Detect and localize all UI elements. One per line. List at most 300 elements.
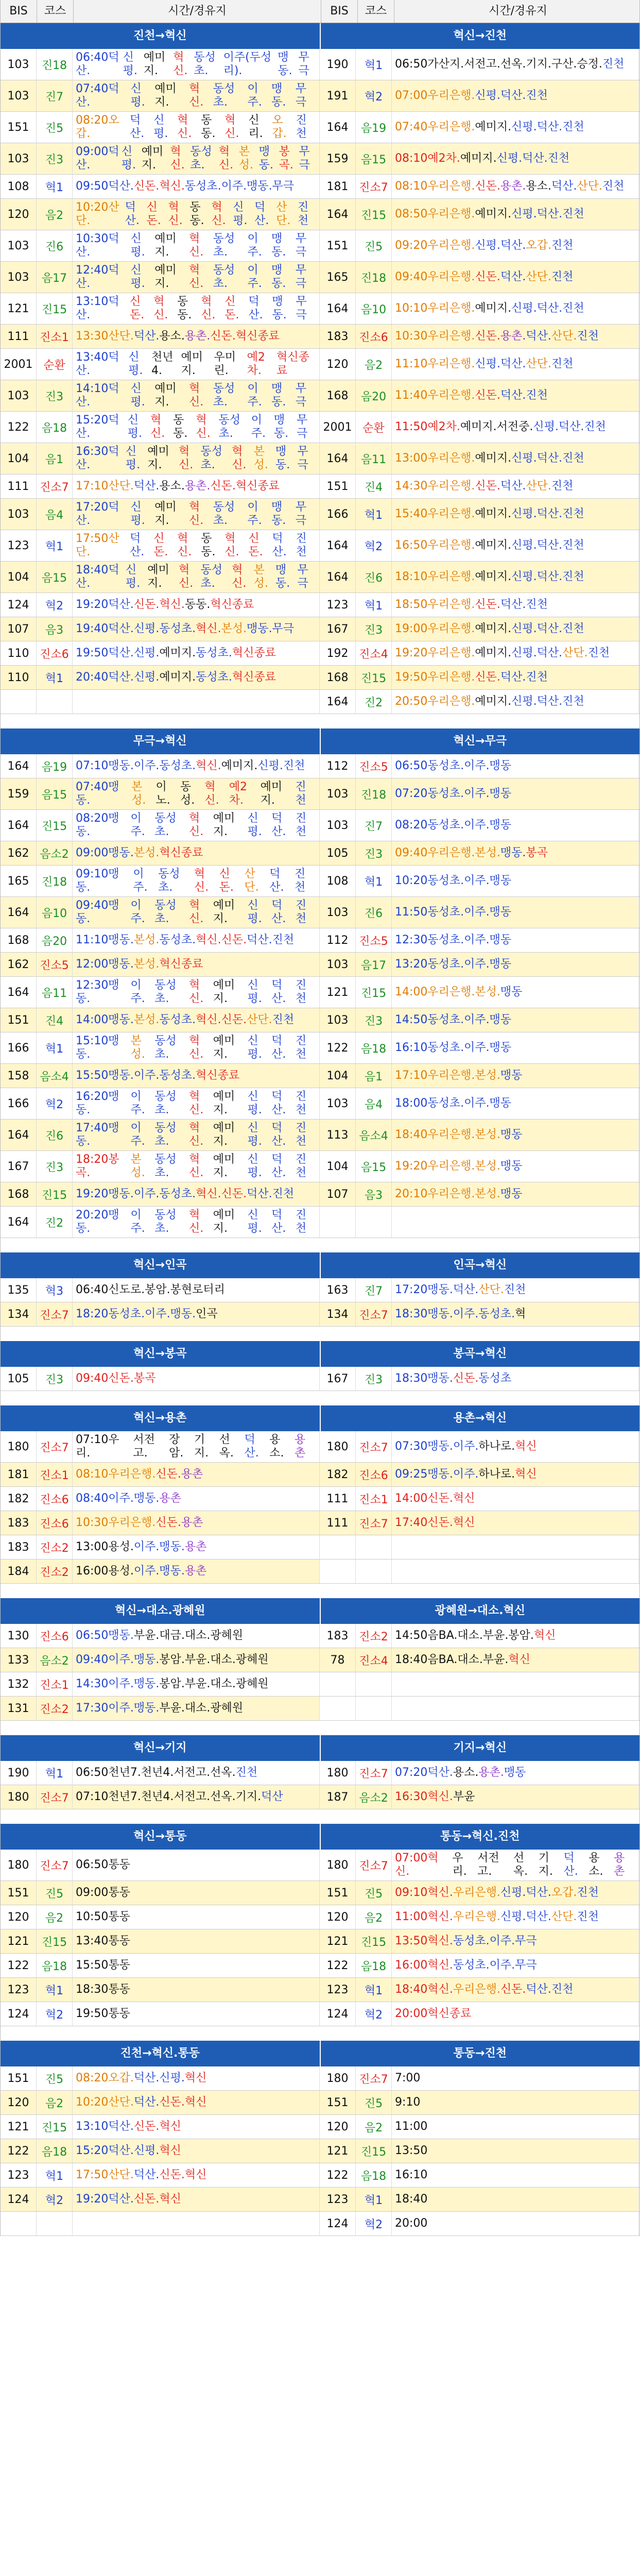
time-stops — [392, 666, 639, 689]
stop-text: 덕산. — [551, 180, 577, 193]
stop-text: 진천 — [602, 180, 625, 193]
stop-text: 19:00우리은행. — [395, 622, 475, 635]
course-code: 음2 — [37, 2091, 73, 2114]
stop-text: 구산. — [551, 58, 577, 71]
stop-text: 혁신종료 — [159, 958, 203, 971]
row-right — [320, 499, 639, 530]
course-code: 진소6 — [37, 1511, 73, 1535]
stop-text: 덕산. — [269, 868, 284, 894]
row-left — [1, 1978, 320, 2002]
stop-text: 신평. — [247, 899, 262, 925]
section-banner — [1, 728, 639, 754]
stop-text: 무극 — [295, 264, 307, 290]
stop-text: 맹동. — [271, 264, 286, 290]
stop-text: 혁신종료 — [232, 671, 276, 684]
row-left — [1, 1761, 320, 1785]
stop-text: 동성초. — [159, 622, 196, 635]
stop-text: 신평. — [130, 232, 145, 259]
row-right — [320, 175, 639, 198]
row-left — [1, 953, 320, 976]
row-right — [320, 349, 639, 380]
section-banner — [1, 1735, 639, 1761]
stop-text: 신평. — [247, 1209, 262, 1235]
bis-number: 104 — [1, 443, 37, 474]
stop-text: 부윤. — [184, 1653, 211, 1666]
stop-text: 덕산. — [537, 695, 563, 708]
stop-text: 본성. — [475, 1160, 500, 1173]
time-stops — [73, 1151, 320, 1182]
stop-text: 진천 — [504, 1283, 526, 1296]
stop-text: 신돈. — [221, 1013, 247, 1026]
course-code: 진5 — [37, 1881, 73, 1905]
stop-text: 승정. — [577, 58, 602, 71]
stop-text: 진천 — [296, 114, 307, 140]
bis-number: 103 — [320, 1088, 356, 1119]
stop-text: 혁신종료 — [235, 480, 280, 493]
stop-text: 무극 — [515, 1935, 537, 1947]
stop-text: 대소. — [210, 1677, 236, 1690]
stop-text: 동성초. — [213, 382, 235, 409]
row-left — [1, 262, 320, 293]
row-left — [1, 1535, 320, 1559]
stop-text: 신돈. — [475, 671, 500, 684]
row-left — [1, 1463, 320, 1486]
row-left — [1, 1511, 320, 1535]
time-stops — [392, 1954, 639, 1977]
time-stops — [73, 143, 320, 174]
row-left — [1, 530, 320, 561]
header-bis: BIS — [1, 0, 37, 23]
row-left — [1, 1929, 320, 1953]
course-code: 음소4 — [37, 1064, 73, 1088]
stop-text: 무극 — [297, 564, 308, 590]
stop-text: 동성초. — [200, 445, 222, 471]
time-stops — [392, 1008, 639, 1032]
stop-text: 혁신 — [184, 2168, 207, 2181]
stop-text: 용소. — [159, 480, 185, 493]
bis-number: 151 — [1, 2066, 37, 2090]
stop-text: 혁신. — [189, 1153, 204, 1179]
stop-text: 이주. — [130, 979, 145, 1005]
stop-text: 신평. — [130, 501, 145, 527]
course-code: 진5 — [356, 1881, 392, 1905]
stop-text: 진천 — [551, 239, 574, 252]
course-code: 진5 — [356, 2091, 392, 2114]
section-title-left: 혁신→인곡 — [1, 1252, 320, 1278]
stop-text: 맹동 — [489, 958, 512, 971]
stop-text: 혁신종료 — [235, 330, 280, 343]
stop-text: 예미지. — [475, 121, 512, 133]
row-right — [320, 1624, 639, 1648]
stop-text: 09:00덕산. — [76, 145, 119, 172]
stop-text: 덕산. — [526, 1910, 551, 1923]
course-code: 혁1 — [356, 593, 392, 617]
bis-number: 113 — [320, 1120, 356, 1150]
course-code: 진소1 — [356, 1487, 392, 1511]
stop-text: 맹동 — [489, 787, 512, 800]
stop-text: 동성초. — [196, 647, 232, 659]
row-left — [1, 349, 320, 380]
time-stops — [73, 112, 320, 143]
stop-text: 대소. — [457, 1629, 483, 1642]
stop-text: 동성초. — [154, 979, 177, 1005]
stop-text: 덕산. — [272, 532, 287, 558]
stop-text: 덕산. — [537, 208, 563, 221]
stop-text: 예미지. — [475, 539, 512, 552]
bis-number: 120 — [1, 199, 37, 230]
stop-text: 이주. — [464, 958, 490, 971]
time-stops — [73, 1032, 320, 1063]
stop-text: 예미지. — [221, 759, 258, 772]
stop-text: 진천 — [283, 759, 305, 772]
schedule-sections — [1, 23, 639, 2236]
stop-text: 진천 — [295, 1153, 307, 1179]
table-row — [1, 1672, 639, 1697]
row-left — [1, 293, 320, 324]
course-code: 진소7 — [356, 2066, 392, 2090]
stop-text: 18:50우리은행. — [395, 598, 475, 611]
stop-text: 예미지. — [213, 899, 235, 925]
row-left — [1, 325, 320, 348]
stop-text: 이주. — [133, 1069, 160, 1082]
bis-number: 164 — [1, 977, 37, 1008]
bis-number: 124 — [1, 593, 37, 617]
stop-text: 덕산. — [558, 420, 584, 433]
stop-text: 동성초. — [154, 1090, 177, 1116]
stop-text: 용촌 — [184, 1540, 207, 1553]
stop-text: 덕산. — [271, 1090, 286, 1116]
time-stops — [392, 1182, 639, 1206]
course-code: 음3 — [37, 617, 73, 641]
stop-text: 서전고. — [174, 1766, 211, 1779]
course-code: 진소2 — [37, 1697, 73, 1720]
course-code: 진3 — [37, 1151, 73, 1182]
row-left — [1, 1008, 320, 1032]
table-row — [1, 2139, 639, 2163]
bis-number: 121 — [320, 2139, 356, 2163]
stop-text: 06:50맹동. — [76, 1629, 134, 1642]
course-code: 진5 — [37, 2066, 73, 2090]
time-stops — [73, 641, 320, 665]
course-code: 음18 — [356, 2163, 392, 2187]
stop-text: 진천 — [587, 647, 610, 659]
course-code: 진7 — [37, 80, 73, 111]
time-stops — [392, 1120, 639, 1150]
row-right — [320, 1182, 639, 1206]
stop-text: 예미지. — [213, 1090, 235, 1116]
stop-text: 신평. — [128, 351, 143, 377]
stop-text: 신돈. — [221, 1188, 247, 1200]
stop-text: 덕산. — [526, 330, 551, 343]
stop-text: 신돈. — [248, 532, 263, 558]
stop-text: 10:50통동 — [76, 1910, 130, 1923]
course-code: 진6 — [356, 562, 392, 592]
table-row — [1, 897, 639, 928]
stop-text: 용촌. — [500, 330, 526, 343]
stop-text: 예미지. — [154, 501, 177, 527]
stop-text: 동동. — [201, 532, 216, 558]
stop-text: 진천 — [295, 781, 306, 807]
stop-text: 이주. — [251, 414, 266, 440]
bis-number: 164 — [320, 199, 356, 230]
stop-text: 서전고. — [174, 1790, 211, 1803]
section-title-left: 진천→혁신 — [1, 23, 320, 49]
stop-text: 하나로. — [478, 1440, 515, 1453]
bis-number: 103 — [1, 230, 37, 261]
bis-number: 164 — [320, 443, 356, 474]
section-title-right: 기지→혁신 — [320, 1735, 640, 1761]
time-stops — [73, 1088, 320, 1119]
row-right — [320, 2002, 639, 2026]
stop-text: 선옥. — [219, 1433, 234, 1460]
course-code: 음18 — [37, 2139, 73, 2163]
row-right — [320, 80, 639, 111]
stop-text: 14:10덕산. — [76, 382, 119, 409]
stop-text: 맹동 — [489, 1097, 512, 1110]
stop-text: 동동. — [177, 295, 192, 321]
bis-number: 164 — [320, 530, 356, 561]
stop-text: 이주. — [130, 1122, 145, 1148]
course-code: 혁1 — [356, 49, 392, 80]
stop-text: 20:40덕산. — [76, 671, 134, 684]
stop-text: 진천 — [551, 358, 574, 370]
time-stops — [392, 2091, 639, 2114]
time-stops — [392, 474, 639, 498]
stop-text: 기지. — [538, 1852, 553, 1878]
stop-text: 덕산. — [453, 1283, 479, 1296]
stop-text: 13:30산단. — [76, 330, 134, 343]
stop-text: 신평. — [153, 114, 168, 140]
stop-text: 맹동 — [489, 906, 512, 919]
stop-text: 동성초. — [159, 1069, 196, 1082]
route-section — [1, 1341, 639, 1391]
stop-text: 혁신. — [189, 1122, 204, 1148]
bis-number — [1, 690, 37, 714]
stop-text: 덕산. — [247, 934, 272, 946]
stop-text: 덕산. — [133, 2072, 160, 2084]
table-row — [1, 953, 639, 977]
time-stops — [392, 1761, 639, 1785]
row-right — [320, 866, 639, 896]
time-stops — [73, 1624, 320, 1648]
row-left — [1, 1032, 320, 1063]
stop-text: 예미지. — [154, 82, 177, 109]
stop-text: 신평. — [127, 414, 143, 440]
bis-number: 121 — [1, 2115, 37, 2139]
time-stops — [392, 2002, 639, 2026]
stop-text: 혁신. — [189, 501, 204, 527]
route-section — [1, 1735, 639, 1809]
time-stops — [392, 143, 639, 174]
bis-number: 162 — [1, 953, 37, 976]
stop-text: 진천 — [551, 480, 574, 493]
time-stops — [73, 2115, 320, 2139]
stop-text: 동성초. — [154, 1035, 177, 1061]
stop-text: 신평. — [130, 264, 145, 290]
stop-text: 덕산. — [563, 1852, 578, 1878]
stop-text: 신평. — [159, 2072, 185, 2084]
course-code: 진소2 — [356, 1624, 392, 1648]
stop-text: 진천 — [526, 671, 548, 684]
table-row — [1, 866, 639, 897]
stop-text: 19:20우리은행. — [395, 1160, 475, 1173]
time-stops — [73, 175, 320, 198]
stop-text: 신평. — [496, 152, 523, 165]
stop-text: 신평. — [511, 121, 537, 133]
course-code: 음1 — [356, 1064, 392, 1088]
stop-text: 선옥. — [210, 1766, 236, 1779]
stop-text: 맹동. — [272, 295, 287, 321]
bis-number: 164 — [320, 293, 356, 324]
stop-text: 봉곡 — [526, 846, 548, 859]
time-stops — [73, 443, 320, 474]
course-code: 진6 — [37, 230, 73, 261]
row-right — [320, 1487, 639, 1511]
stop-text: 하나로. — [478, 1468, 515, 1481]
stop-text: 무극 — [295, 232, 307, 259]
stop-text: 용촌 — [184, 1565, 207, 1578]
stop-text: 신평. — [475, 239, 500, 252]
stop-text: 신평. — [123, 51, 137, 77]
table-row — [1, 474, 639, 499]
table-row — [1, 1032, 639, 1064]
stop-text: 산단. — [551, 330, 577, 343]
stop-text: 동성초. — [154, 1153, 177, 1179]
stop-text: 맹동 — [504, 1766, 526, 1779]
stop-text: 16:10 — [395, 2168, 428, 2181]
table-row — [1, 2212, 639, 2236]
course-code — [356, 1535, 392, 1559]
bis-number: 122 — [320, 2163, 356, 2187]
course-code: 음17 — [37, 262, 73, 293]
stop-text: 서전중. — [496, 420, 533, 433]
stop-text: 7:00 — [395, 2072, 421, 2084]
row-left — [1, 1278, 320, 1302]
stop-text: 20:20맹동. — [76, 1209, 119, 1235]
stop-text: 혁신 — [453, 1492, 475, 1505]
row-left — [1, 2002, 320, 2026]
stop-text: 신평. — [475, 89, 500, 102]
time-stops — [73, 1785, 320, 1809]
stop-text: 07:40우리은행. — [395, 121, 475, 133]
course-code: 진소5 — [356, 754, 392, 778]
bis-number: 112 — [320, 928, 356, 952]
time-stops — [392, 1850, 639, 1880]
stop-text: 17:40맹동. — [76, 1122, 119, 1148]
course-code: 진소1 — [37, 1672, 73, 1696]
stop-text: 진천 — [295, 979, 307, 1005]
course-code: 진18 — [37, 49, 73, 80]
stop-text: 예미지. — [475, 507, 512, 520]
row-right — [320, 49, 639, 80]
row-left — [1, 443, 320, 474]
stop-text: 신평. — [125, 564, 141, 590]
stop-text: 신돈. — [210, 480, 236, 493]
stop-text: 신돈. — [159, 2168, 185, 2181]
stop-text: 이주. — [145, 1308, 170, 1320]
row-right — [320, 641, 639, 665]
time-stops — [392, 1697, 639, 1720]
course-code: 진15 — [356, 1929, 392, 1953]
stop-text: 산단. — [244, 868, 259, 894]
stop-text: 08:40이주. — [76, 1492, 134, 1505]
bis-number: 120 — [320, 1905, 356, 1929]
course-code: 혁1 — [356, 2188, 392, 2211]
course-code: 진3 — [37, 143, 73, 174]
bis-number: 124 — [1, 2002, 37, 2026]
bis-number: 168 — [320, 380, 356, 411]
stop-text: 신돈. — [130, 295, 145, 321]
stop-text: 혁신종료 — [232, 647, 276, 659]
bis-number: 122 — [1, 412, 37, 443]
bis-number: 168 — [1, 928, 37, 952]
stop-text: 산단. — [526, 358, 551, 370]
row-right — [320, 778, 639, 809]
stop-text: 대소. — [457, 1653, 483, 1666]
course-code: 진소7 — [37, 1785, 73, 1809]
stop-text: 덕산. — [537, 302, 563, 315]
row-right — [320, 1120, 639, 1150]
stop-text: 혁신. — [189, 979, 204, 1005]
bis-number: 122 — [1, 1954, 37, 1977]
row-left — [1, 1431, 320, 1462]
stop-text: 이주. — [464, 874, 490, 887]
stop-text: 이주. — [453, 1468, 479, 1481]
course-code: 진소7 — [356, 1431, 392, 1462]
stop-text: 덕산. — [271, 979, 286, 1005]
stop-text: 덕산. — [526, 1983, 551, 1996]
stop-text: 덕산. — [271, 899, 286, 925]
course-code: 혁1 — [37, 1761, 73, 1785]
stop-text: 신돈. — [475, 180, 500, 193]
stop-text: 덕산. — [526, 1886, 551, 1899]
stop-text: 14:00우리은행. — [395, 986, 475, 998]
time-stops — [392, 1929, 639, 1953]
stop-text: 용촌 — [295, 1433, 306, 1460]
stop-text: 맹동 — [489, 1041, 512, 1054]
bis-number: 183 — [320, 1624, 356, 1648]
table-row — [1, 1785, 639, 1809]
row-left — [1, 2066, 320, 2090]
bis-number: 78 — [320, 1648, 356, 1672]
stop-text: 예미지. — [213, 1035, 235, 1061]
stop-text: 신평. — [133, 671, 160, 684]
bis-number: 164 — [1, 897, 37, 928]
row-left — [1, 2188, 320, 2211]
stop-text: 동성초. — [154, 1122, 177, 1148]
time-stops — [392, 562, 639, 592]
row-left — [1, 641, 320, 665]
bis-number: 103 — [320, 778, 356, 809]
stop-text: 신돈. — [475, 330, 500, 343]
stop-text: 신평. — [511, 570, 537, 583]
stop-text: 신평. — [247, 1153, 262, 1179]
table-row — [1, 1978, 639, 2002]
course-code: 음19 — [356, 112, 392, 143]
time-stops — [73, 1463, 320, 1486]
stop-text: 진천 — [526, 598, 548, 611]
table-row — [1, 1697, 639, 1721]
row-right — [320, 1761, 639, 1785]
time-stops — [73, 325, 320, 348]
stop-text: 16:10동성초. — [395, 1041, 464, 1054]
stop-text: 09:40맹동. — [76, 899, 119, 925]
row-right — [320, 1905, 639, 1929]
course-code: 진7 — [356, 1278, 392, 1302]
table-row — [1, 1487, 639, 1511]
stop-text: 부윤. — [184, 1677, 211, 1690]
stop-text: 예미지. — [475, 647, 512, 659]
